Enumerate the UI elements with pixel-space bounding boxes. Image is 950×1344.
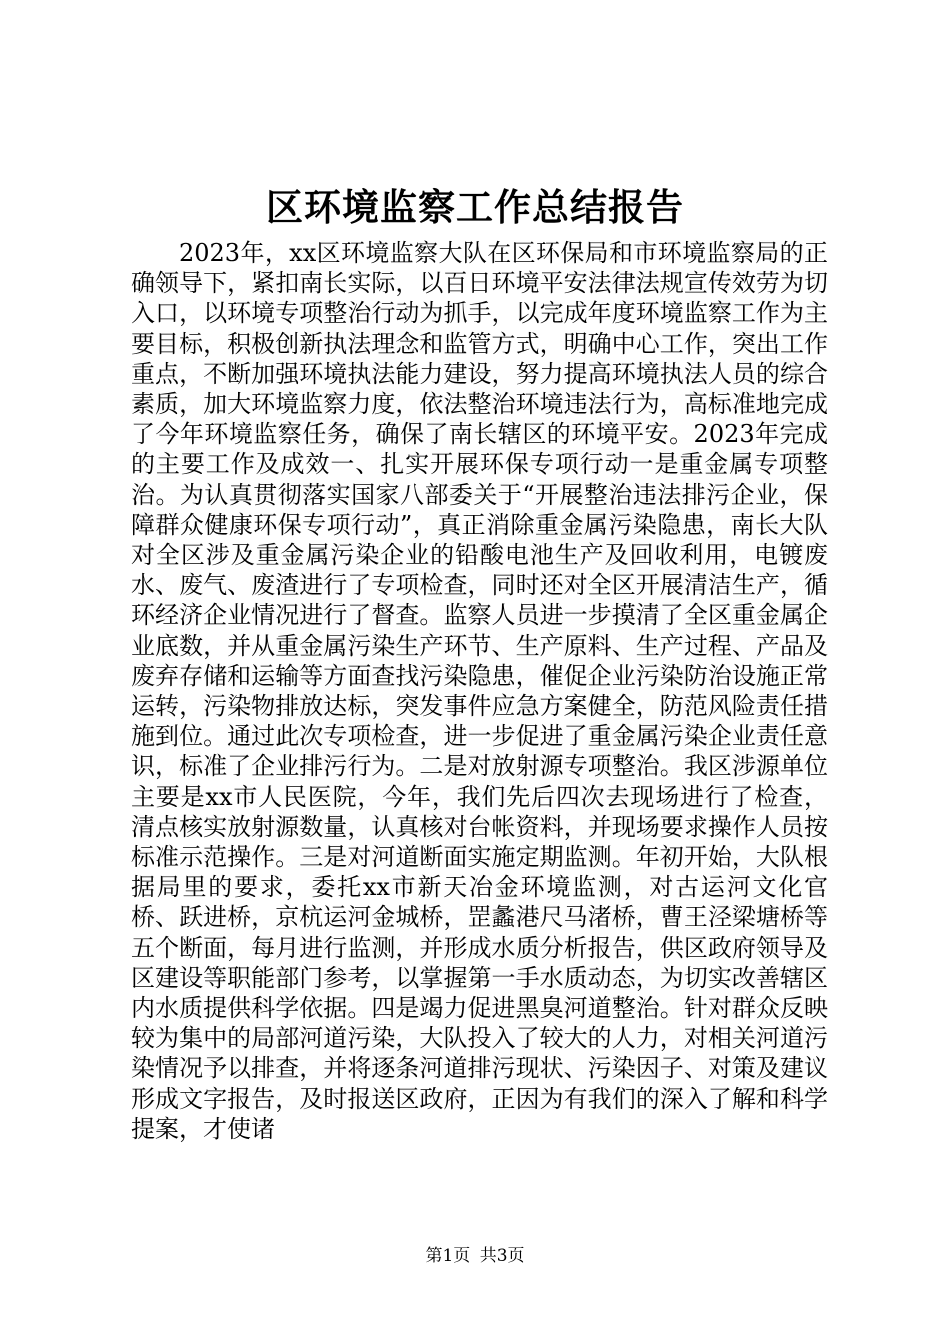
document-body-paragraph: 2023年，xx区环境监察大队在区环保局和市环境监察局的正确领导下，紧扣南长实际，以百日环境平安法律法规宣传效劳为切入口，以环境专项整治行动为抓手，以完成年度环境监察工作为主要目标，积极创新执法理念和监管方式，明确中心工作，突出工作重点，不断加强环境执法能力建设，努力提高环境执法人员的综合素质，加大环境监察力度，依法整治环境违法行为，高标准地完成了今年环境监察任务，确保了南长辖区的环境平安。2023年完成的主要工作及成效一、扎实开展环保专项行动一是重金属专项整治。为认真贯彻落实国家八部委关于“开展整治违法排污企业，保障群众健康环保专项行动”，真正消除重金属污染隐患，南长大队对全区涉及重金属污染企业的铅酸电池生产及回收利用，电镀废水、废气、废渣进行了专项检查，同时还对全区开展清洁生产，循环经济企业情况进行了督查。监察人员进一步摸清了全区重金属企业底数，并从重金属污染生产环节、生产原料、生产过程、产品及废弃存储和运输等方面查找污染隐患，催促企业污染防治设施正常运转，污染物排放达标，突发事件应急方案健全，防范风险责任措施到位。通过此次专项检查，进一步促进了重金属污染企业责任意识，标准了企业排污行为。二是对放射源专项整治。我区涉源单位主要是xx市人民医院，今年，我们先后四次去现场进行了检查，清点核实放射源数量，认真核对台帐资料，并现场要求操作人员按标准示范操作。三是对河道断面实施定期监测。年初开始，大队根据局里的要求，委托xx市新天冶金环境监测，对古运河文化官桥、跃进桥，京杭运河金城桥，罡蠡港尺马渚桥，曹王泾梁塘桥等五个断面，每月进行监测，并形成水质分析报告，供区政府领导及区建设等职能部门参考，以掌握第一手水质动态，为切实改善辖区内水质提供科学依据。四是竭力促进黑臭河道整治。针对群众反映较为集中的局部河道污染，大队投入了较大的人力，对相关河道污染情况予以排查，并将逐条河道排污现状、污染因子、对策及建议形成文字报告，及时报送区政府，正因为有我们的深入了解和科学提案，才使诸 bbox=[131, 239, 828, 1143]
page-number-total: 共3页 bbox=[479, 1246, 525, 1266]
document-title: 区环境监察工作总结报告 bbox=[266, 185, 684, 229]
page-number-current: 第1页 bbox=[425, 1246, 471, 1266]
page-footer bbox=[0, 1244, 950, 1268]
